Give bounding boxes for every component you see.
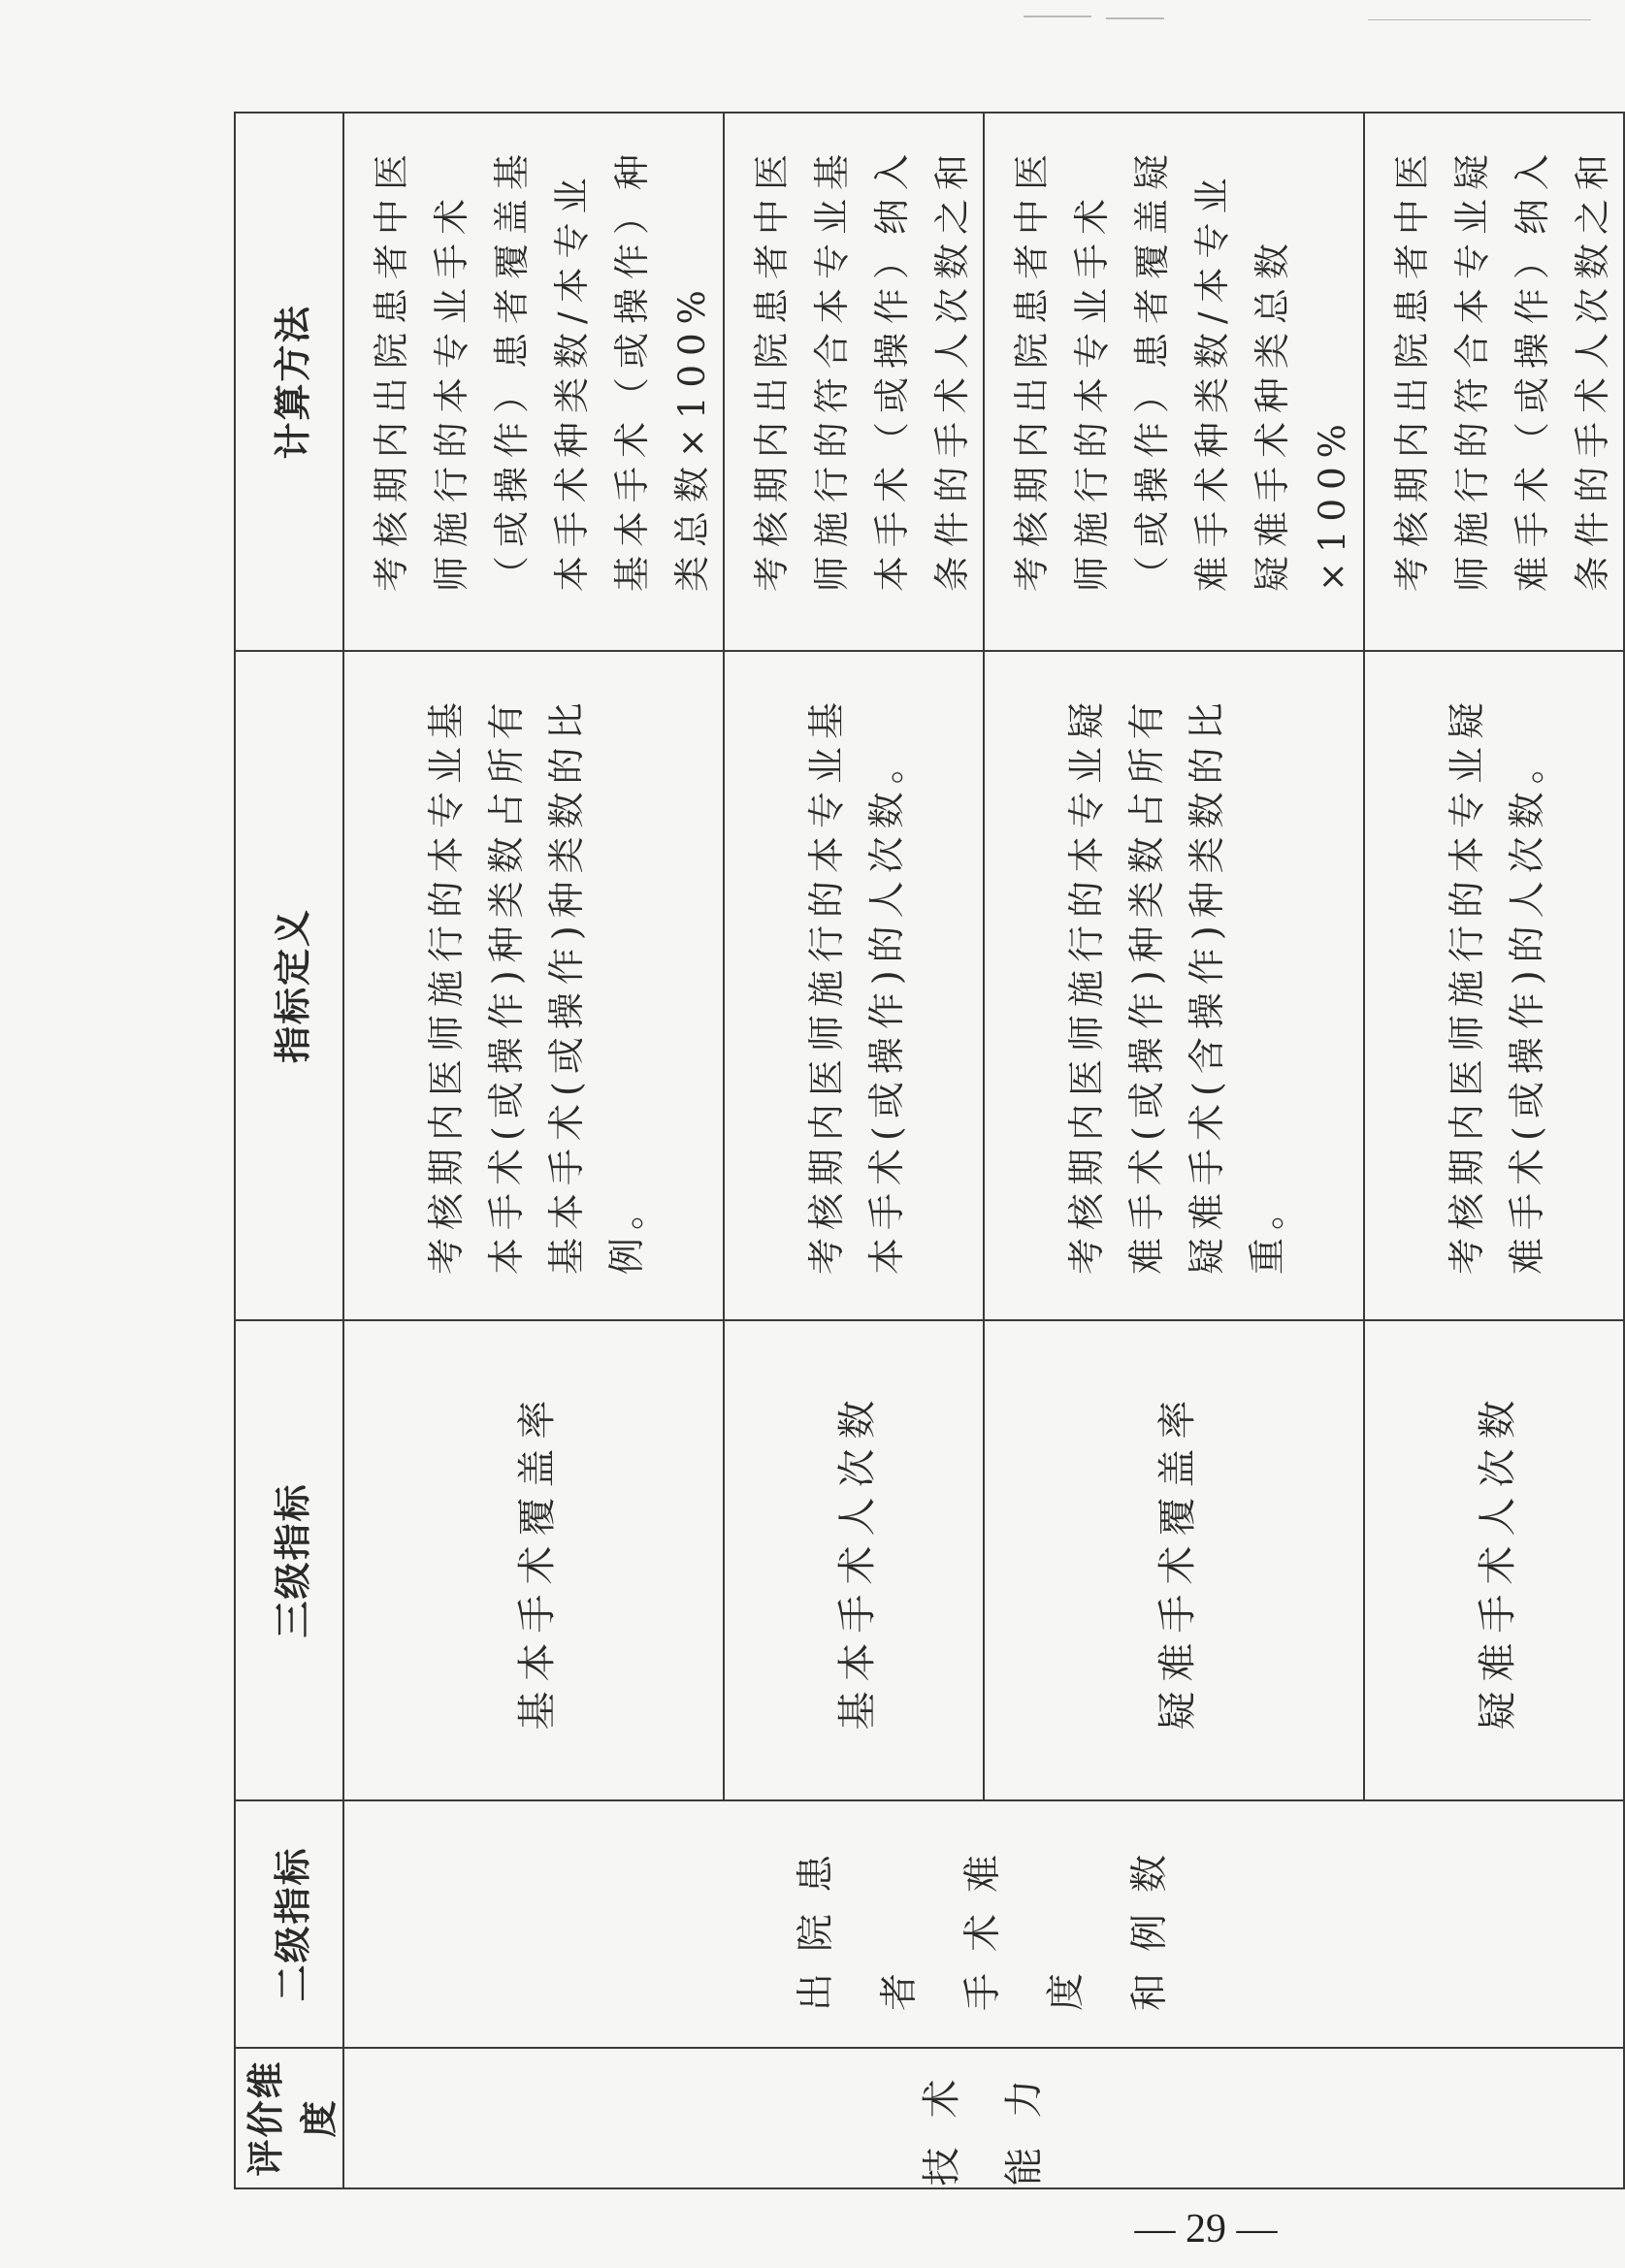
rotated-table-frame [234, 113, 1613, 2189]
dimension-cell [343, 2048, 1624, 2188]
page-number: — 29 — [1134, 2207, 1278, 2252]
rotated-table [234, 113, 1613, 2189]
dimension-line: 能力 [1002, 2050, 1047, 2187]
method-cell: 考核期内出院患者中医师施行的符合本专业基本手术（或操作）纳入条件的手术人次数之和 [724, 113, 984, 651]
level2-line: 手术难度 [961, 1832, 1089, 2011]
dimension-line: 技术 [920, 2050, 964, 2187]
method-cell: 考核期内出院患者中医师施行的符合本专业疑难手术（或操作）纳入条件的手术人次数之和 [1364, 113, 1624, 651]
header-dimension: 评价维度 [235, 2048, 343, 2188]
method-cell: 考核期内出院患者中医师施行的本专业手术（或操作）患者覆盖基本手术种类数/本专业基本手术（或操作）种类总数×100% [343, 113, 724, 651]
definition-cell: 考核期内医师施行的本专业疑难手术(或操作)的人次数。 [1364, 651, 1624, 1320]
level3-cell: 疑难手术覆盖率 [984, 1320, 1364, 1800]
level2-line: 出院患者 [795, 1832, 922, 2011]
indicator-table [234, 112, 1625, 2189]
method-cell: 考核期内出院患者中医师施行的本专业手术（或操作）患者覆盖疑难手术种类数/本专业疑难手术种类总数×100% [984, 113, 1364, 651]
level3-cell: 基本手术人次数 [724, 1320, 984, 1800]
definition-cell: 考核期内医师施行的本专业基本手术(或操作)种类数占所有基本手术(或操作)种类数的比例。 [343, 651, 724, 1320]
scan-edge-line [1024, 16, 1091, 17]
level2-line: 和例数 [1128, 1832, 1172, 2011]
level3-cell: 基本手术覆盖率 [343, 1320, 724, 1800]
header-row [235, 113, 343, 2188]
header-level2: 二级指标 [235, 1800, 343, 2048]
header-level3: 三级指标 [235, 1320, 343, 1800]
header-method: 计算方法 [235, 113, 343, 651]
scan-edge-line [1368, 19, 1591, 20]
level2-cell [343, 1800, 1624, 2048]
table-row [343, 113, 724, 2188]
header-definition: 指标定义 [235, 651, 343, 1320]
definition-cell: 考核期内医师施行的本专业疑难手术(或操作)种类数占所有疑难手术(含操作)种类数的比重。 [984, 651, 1364, 1320]
definition-cell: 考核期内医师施行的本专业基本手术(或操作)的人次数。 [724, 651, 984, 1320]
scan-edge-line [1106, 17, 1164, 19]
level3-cell: 疑难手术人次数 [1364, 1320, 1624, 1800]
